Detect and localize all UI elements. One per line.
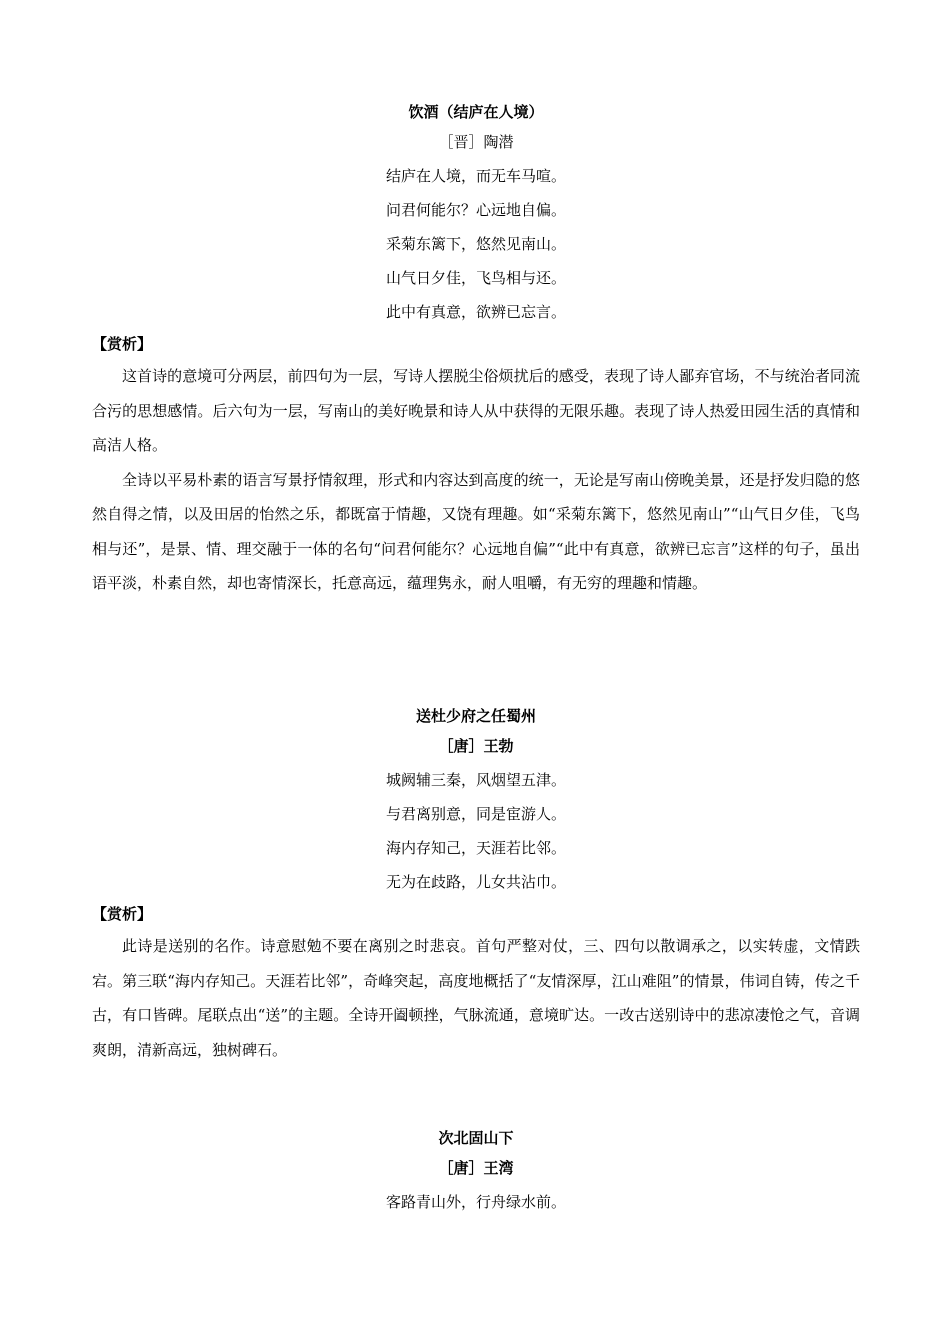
poem-line: 与君离别意，同是宦游人。 [385, 805, 566, 823]
poem-author: ［晋］陶潜 [438, 133, 514, 151]
poem-line: 海内存知己，天涯若比邻。 [385, 839, 566, 857]
poem-title: 次北固山下 [438, 1129, 514, 1147]
poem-line: 山气日夕佳，飞鸟相与还。 [385, 269, 566, 287]
poem-2 [92, 705, 860, 1067]
poem-3 [92, 1127, 860, 1219]
poem-title: 送杜少府之任蜀州 [415, 707, 536, 725]
analysis-heading: 【赏析】 [92, 335, 153, 353]
poem-line: 采菊东篱下，悠然见南山。 [385, 235, 566, 253]
poem-line: 问君何能尔？心远地自偏。 [385, 201, 566, 219]
poem-author: ［唐］王湾 [438, 1159, 514, 1177]
analysis-paragraph: 全诗以平易朴素的语言写景抒情叙理，形式和内容达到高度的统一，无论是写南山傍晚美景，还是抒发归隐的悠然自得之情，以及田居的怡然之乐，都既富于情趣，又饶有理趣。如“采菊东篱下，悠然见南山”“山气日夕佳，飞鸟相与还”，是景、情、理交融于一体的名句“问君何能尔？心远地自偏”“此中有真意，欲辨已忘言”这样的句子，虽出语平淡，朴素自然，却也寄情深长，托意高远，蕴理隽永，耐人咀嚼，有无穷的理趣和情趣。 [92, 470, 860, 592]
poem-title: 饮酒（结庐在人境） [408, 103, 544, 121]
poem-line: 客路青山外，行舟绿水前。 [385, 1193, 566, 1211]
poem-line: 无为在歧路，儿女共沾巾。 [385, 873, 566, 891]
poem-line: 结庐在人境，而无车马喧。 [385, 167, 566, 185]
poem-author: ［唐］王勃 [438, 737, 514, 755]
analysis-heading: 【赏析】 [92, 905, 153, 923]
analysis-paragraph: 此诗是送别的名作。诗意慰勉不要在离别之时悲哀。首句严整对仗，三、四句以散调承之，以实转虚，文情跌宕。第三联“海内存知己。天涯若比邻”，奇峰突起，高度地概括了“友情深厚，江山难阻”的情景，伟词自铸，传之千古，有口皆碑。尾联点出“送”的主题。全诗开阖顿挫，气脉流通，意境旷达。一改古送别诗中的悲凉凄怆之气，音调爽朗，清新高远，独树碑石。 [92, 937, 860, 1059]
poem-line: 此中有真意，欲辨已忘言。 [385, 303, 566, 321]
poem-1 [92, 101, 860, 601]
poem-line: 城阙辅三秦，风烟望五津。 [385, 771, 566, 789]
analysis-paragraph: 这首诗的意境可分两层，前四句为一层，写诗人摆脱尘俗烦扰后的感受，表现了诗人鄙弃官场，不与统治者同流合污的思想感情。后六句为一层，写南山的美好晚景和诗人从中获得的无限乐趣。表现了诗人热爱田园生活的真情和高洁人格。 [92, 367, 860, 454]
